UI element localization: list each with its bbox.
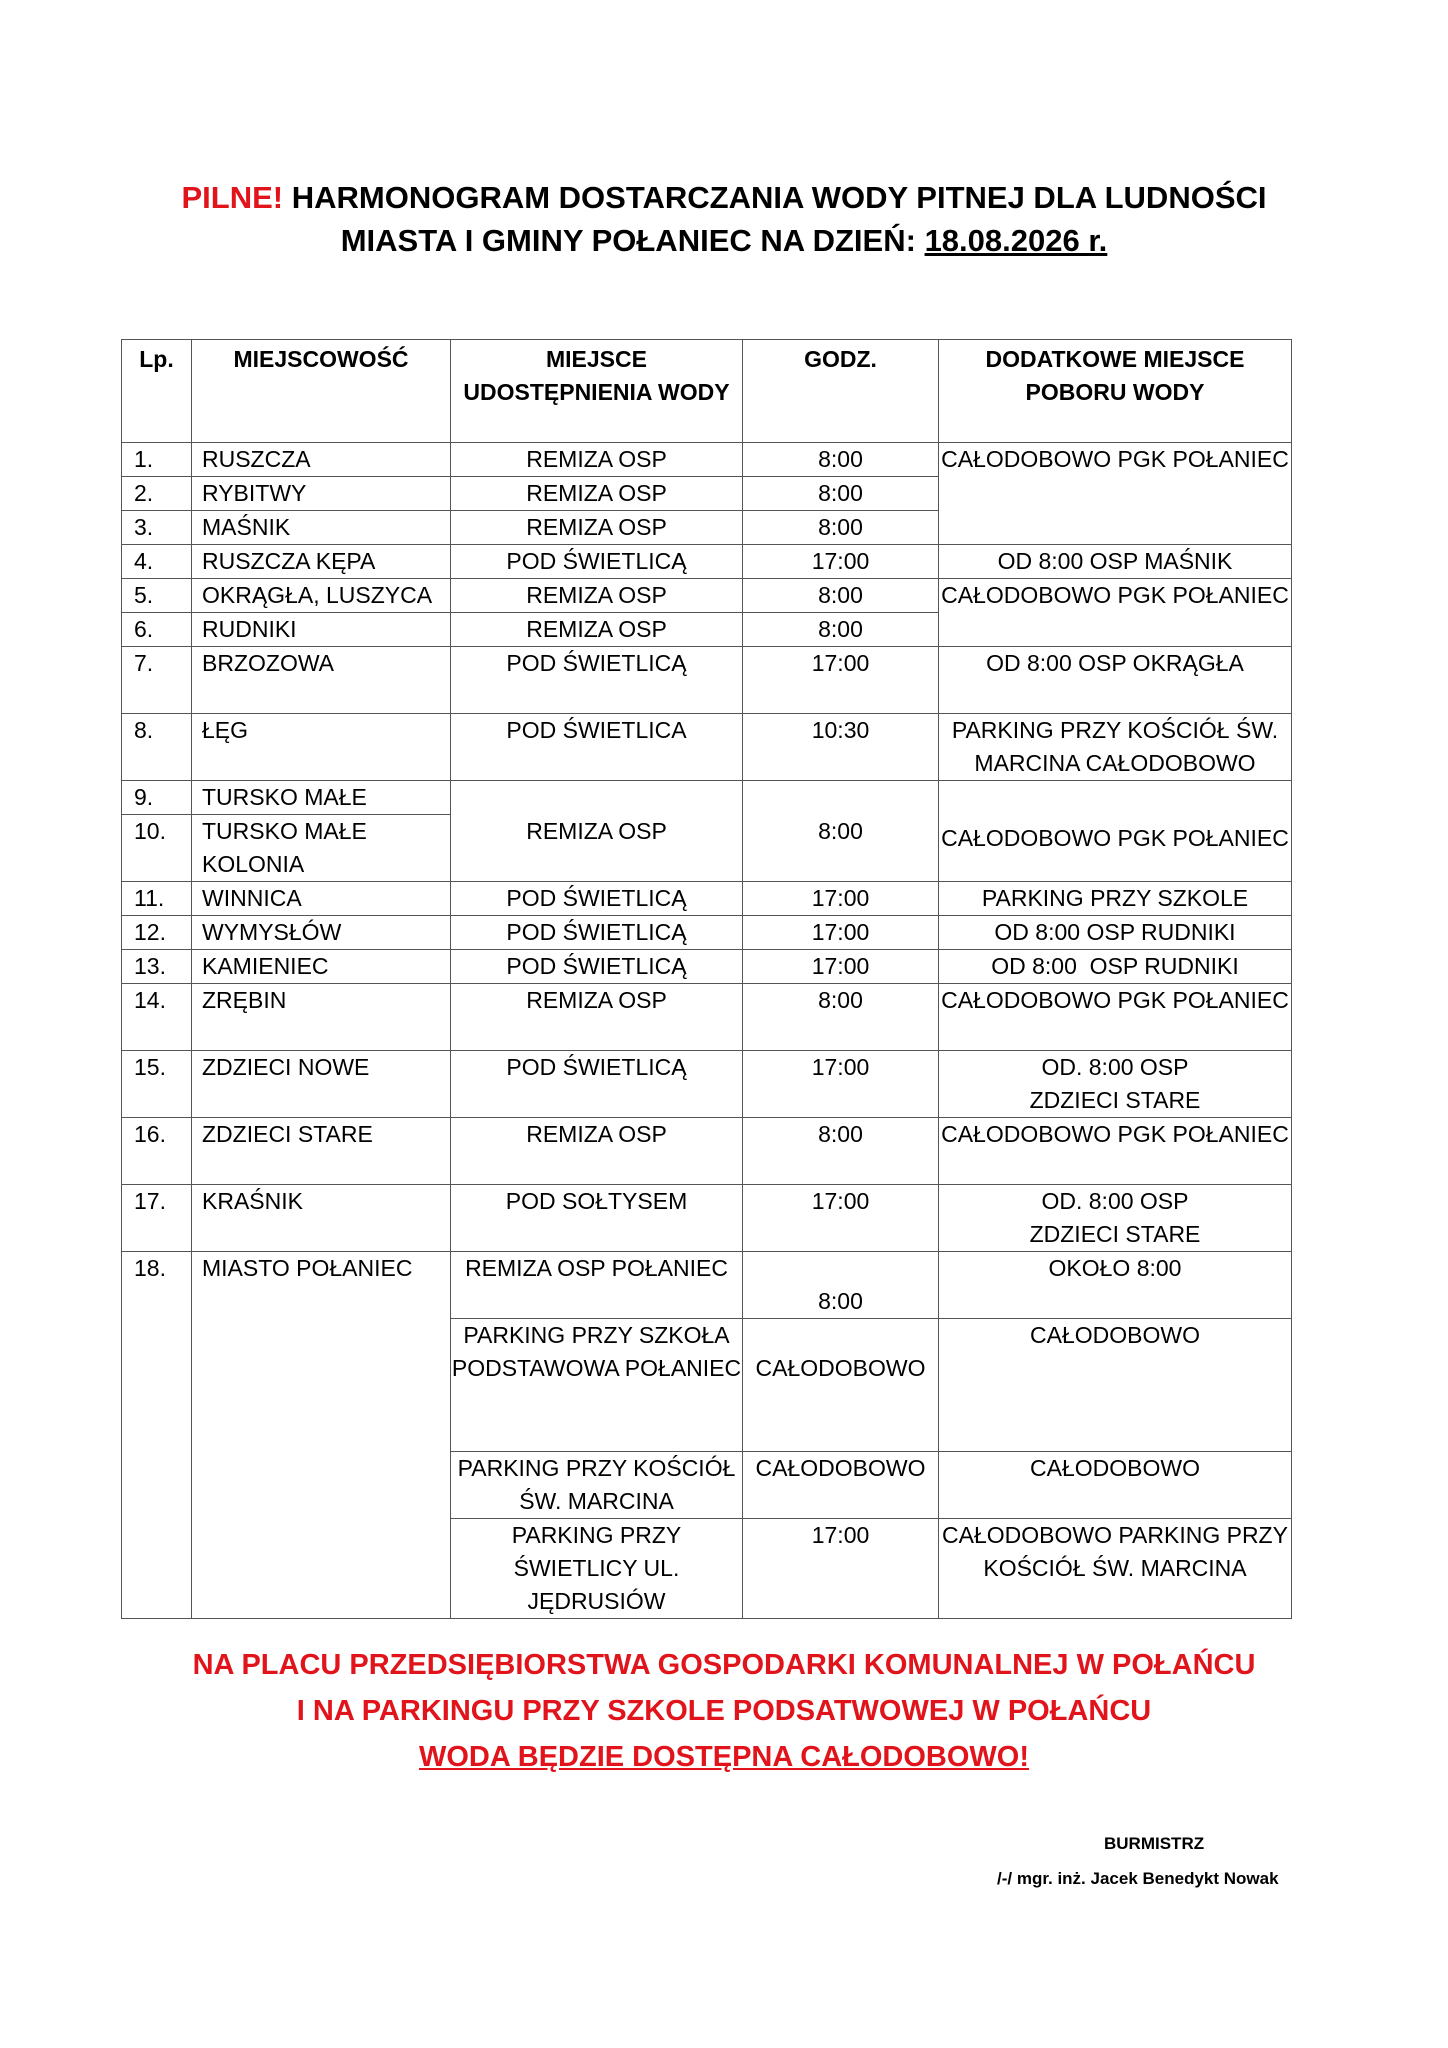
cell-extra: OD 8:00 OSP MAŚNIK bbox=[939, 545, 1292, 579]
table-row bbox=[122, 1185, 1292, 1252]
table-row bbox=[122, 545, 1292, 579]
cell-where: POD SOŁTYSEM bbox=[451, 1185, 743, 1252]
table-header-row bbox=[122, 340, 1292, 443]
cell-where: REMIZA OSP bbox=[451, 443, 743, 477]
table-row bbox=[122, 916, 1292, 950]
cell-where: POD ŚWIETLICĄ bbox=[451, 882, 743, 916]
cell-time: 17:00 bbox=[743, 1185, 939, 1252]
footer-line-1: NA PLACU PRZEDSIĘBIORSTWA GOSPODARKI KOMUNALNEJ W POŁAŃCU bbox=[192, 1649, 1256, 1681]
table-row bbox=[122, 781, 1292, 815]
cell-lp: 16. bbox=[122, 1118, 192, 1185]
cell-lp: 11. bbox=[122, 882, 192, 916]
cell-lp: 18. bbox=[122, 1252, 192, 1619]
footer-line-3: WODA BĘDZIE DOSTĘPNA CAŁODOBOWO! bbox=[418, 1741, 1030, 1773]
table-row bbox=[122, 1051, 1292, 1118]
cell-where: PARKING PRZY ŚWIETLICY UL. JĘDRUSIÓW bbox=[451, 1519, 743, 1619]
cell-extra: CAŁODOBOWO PGK POŁANIEC bbox=[939, 443, 1292, 545]
cell-where: REMIZA OSP bbox=[451, 579, 743, 613]
cell-where: PARKING PRZY SZKOŁA PODSTAWOWA POŁANIEC bbox=[451, 1319, 743, 1452]
header-time: GODZ. bbox=[743, 340, 939, 443]
cell-place: MIASTO POŁANIEC bbox=[192, 1252, 451, 1619]
cell-time: 17:00 bbox=[743, 916, 939, 950]
cell-place: BRZOZOWA bbox=[192, 647, 451, 714]
cell-time: 17:00 bbox=[743, 1051, 939, 1118]
cell-time: 8:00 bbox=[743, 613, 939, 647]
cell-lp: 9. bbox=[122, 781, 192, 815]
cell-place: ZDZIECI NOWE bbox=[192, 1051, 451, 1118]
cell-extra: CAŁODOBOWO PGK POŁANIEC bbox=[939, 1118, 1292, 1185]
document-title bbox=[0, 176, 1448, 262]
cell-where: REMIZA OSP bbox=[451, 984, 743, 1051]
cell-time: 17:00 bbox=[743, 882, 939, 916]
cell-lp: 3. bbox=[122, 511, 192, 545]
cell-time: 8:00 bbox=[743, 984, 939, 1051]
cell-lp: 13. bbox=[122, 950, 192, 984]
cell-where: POD ŚWIETLICA bbox=[451, 714, 743, 781]
cell-time: 17:00 bbox=[743, 1519, 939, 1619]
cell-place: TURSKO MAŁE bbox=[192, 781, 451, 815]
cell-lp: 14. bbox=[122, 984, 192, 1051]
cell-time: 8:00 bbox=[743, 579, 939, 613]
table-row bbox=[122, 1118, 1292, 1185]
title-text-2: MIASTA I GMINY POŁANIEC NA DZIEŃ: bbox=[340, 223, 916, 258]
table-row bbox=[122, 579, 1292, 613]
cell-place: RUSZCZA KĘPA bbox=[192, 545, 451, 579]
cell-time: 8:00 bbox=[743, 781, 939, 882]
cell-where: REMIZA OSP bbox=[451, 781, 743, 882]
cell-time: CAŁODOBOWO bbox=[743, 1452, 939, 1519]
schedule-table bbox=[121, 339, 1292, 1619]
table-row bbox=[122, 647, 1292, 714]
cell-lp: 2. bbox=[122, 477, 192, 511]
cell-extra: OD 8:00 OSP RUDNIKI bbox=[939, 916, 1292, 950]
signature-role: BURMISTRZ bbox=[1104, 1834, 1205, 1853]
cell-where: REMIZA OSP bbox=[451, 511, 743, 545]
cell-time: 8:00 bbox=[743, 511, 939, 545]
title-line-2 bbox=[0, 219, 1448, 262]
cell-where: PARKING PRZY KOŚCIÓŁ ŚW. MARCINA bbox=[451, 1452, 743, 1519]
cell-place: RUDNIKI bbox=[192, 613, 451, 647]
cell-extra: OD 8:00 OSP OKRĄGŁA bbox=[939, 647, 1292, 714]
cell-place: RYBITWY bbox=[192, 477, 451, 511]
header-place: MIEJSCOWOŚĆ bbox=[192, 340, 451, 443]
table-row bbox=[122, 882, 1292, 916]
header-extra: DODATKOWE MIEJSCE POBORU WODY bbox=[939, 340, 1292, 443]
cell-lp: 7. bbox=[122, 647, 192, 714]
footer-line-2: I NA PARKINGU PRZY SZKOLE PODSATWOWEJ W POŁAŃCU bbox=[296, 1695, 1152, 1727]
table-row bbox=[122, 950, 1292, 984]
cell-time: 8:00 bbox=[743, 1118, 939, 1185]
title-date: 18.08.2026 r. bbox=[924, 223, 1108, 258]
cell-lp: 1. bbox=[122, 443, 192, 477]
cell-where: POD ŚWIETLICĄ bbox=[451, 1051, 743, 1118]
table-row bbox=[122, 984, 1292, 1051]
cell-place: OKRĄGŁA, LUSZYCA bbox=[192, 579, 451, 613]
cell-lp: 8. bbox=[122, 714, 192, 781]
cell-time: 8:00 bbox=[743, 443, 939, 477]
cell-extra: CAŁODOBOWO PGK POŁANIEC bbox=[939, 579, 1292, 647]
cell-where: POD ŚWIETLICĄ bbox=[451, 950, 743, 984]
cell-time: 17:00 bbox=[743, 545, 939, 579]
cell-lp: 12. bbox=[122, 916, 192, 950]
cell-place: KAMIENIEC bbox=[192, 950, 451, 984]
cell-time: 8:00 bbox=[743, 477, 939, 511]
cell-place: TURSKO MAŁE KOLONIA bbox=[192, 815, 451, 882]
cell-where: REMIZA OSP POŁANIEC bbox=[451, 1252, 743, 1319]
table-row bbox=[122, 443, 1292, 477]
cell-time: CAŁODOBOWO bbox=[743, 1319, 939, 1452]
cell-place: ZDZIECI STARE bbox=[192, 1118, 451, 1185]
header-lp: Lp. bbox=[122, 340, 192, 443]
cell-place: WYMYSŁÓW bbox=[192, 916, 451, 950]
cell-place: KRAŚNIK bbox=[192, 1185, 451, 1252]
cell-extra: CAŁODOBOWO bbox=[939, 1319, 1292, 1452]
cell-extra: CAŁODOBOWO PGK POŁANIEC bbox=[939, 984, 1292, 1051]
cell-place: ZRĘBIN bbox=[192, 984, 451, 1051]
cell-time: 17:00 bbox=[743, 647, 939, 714]
cell-place: MAŚNIK bbox=[192, 511, 451, 545]
cell-where: POD ŚWIETLICĄ bbox=[451, 916, 743, 950]
cell-time: 17:00 bbox=[743, 950, 939, 984]
title-line-1 bbox=[0, 176, 1448, 219]
cell-lp: 4. bbox=[122, 545, 192, 579]
cell-where: POD ŚWIETLICĄ bbox=[451, 545, 743, 579]
cell-extra: OD. 8:00 OSP ZDZIECI STARE bbox=[939, 1185, 1292, 1252]
cell-lp: 5. bbox=[122, 579, 192, 613]
cell-extra: CAŁODOBOWO PGK POŁANIEC bbox=[939, 781, 1292, 882]
title-text-1: HARMONOGRAM DOSTARCZANIA WODY PITNEJ DLA LUDNOŚCI bbox=[291, 180, 1267, 215]
cell-extra: PARKING PRZY SZKOLE bbox=[939, 882, 1292, 916]
cell-place: WINNICA bbox=[192, 882, 451, 916]
cell-where: REMIZA OSP bbox=[451, 1118, 743, 1185]
signature-name: /-/ mgr. inż. Jacek Benedykt Nowak bbox=[997, 1869, 1279, 1888]
cell-where: POD ŚWIETLICĄ bbox=[451, 647, 743, 714]
header-where: MIEJSCE UDOSTĘPNIENIA WODY bbox=[451, 340, 743, 443]
cell-extra: PARKING PRZY KOŚCIÓŁ ŚW. MARCINA CAŁODOBOWO bbox=[939, 714, 1292, 781]
cell-extra: CAŁODOBOWO bbox=[939, 1452, 1292, 1519]
footer-notice bbox=[0, 1642, 1448, 1780]
cell-lp: 6. bbox=[122, 613, 192, 647]
cell-extra: OKOŁO 8:00 bbox=[939, 1252, 1292, 1319]
cell-extra: OD. 8:00 OSP ZDZIECI STARE bbox=[939, 1051, 1292, 1118]
cell-lp: 17. bbox=[122, 1185, 192, 1252]
cell-time: 8:00 bbox=[743, 1252, 939, 1319]
cell-where: REMIZA OSP bbox=[451, 477, 743, 511]
cell-lp: 10. bbox=[122, 815, 192, 882]
cell-lp: 15. bbox=[122, 1051, 192, 1118]
cell-extra: OD 8:00 OSP RUDNIKI bbox=[939, 950, 1292, 984]
table-row bbox=[122, 1252, 1292, 1319]
cell-time: 10:30 bbox=[743, 714, 939, 781]
cell-place: ŁĘG bbox=[192, 714, 451, 781]
table-row bbox=[122, 714, 1292, 781]
cell-extra: CAŁODOBOWO PARKING PRZY KOŚCIÓŁ ŚW. MARCINA bbox=[939, 1519, 1292, 1619]
urgent-label: PILNE! bbox=[181, 180, 284, 215]
cell-where: REMIZA OSP bbox=[451, 613, 743, 647]
cell-place: RUSZCZA bbox=[192, 443, 451, 477]
